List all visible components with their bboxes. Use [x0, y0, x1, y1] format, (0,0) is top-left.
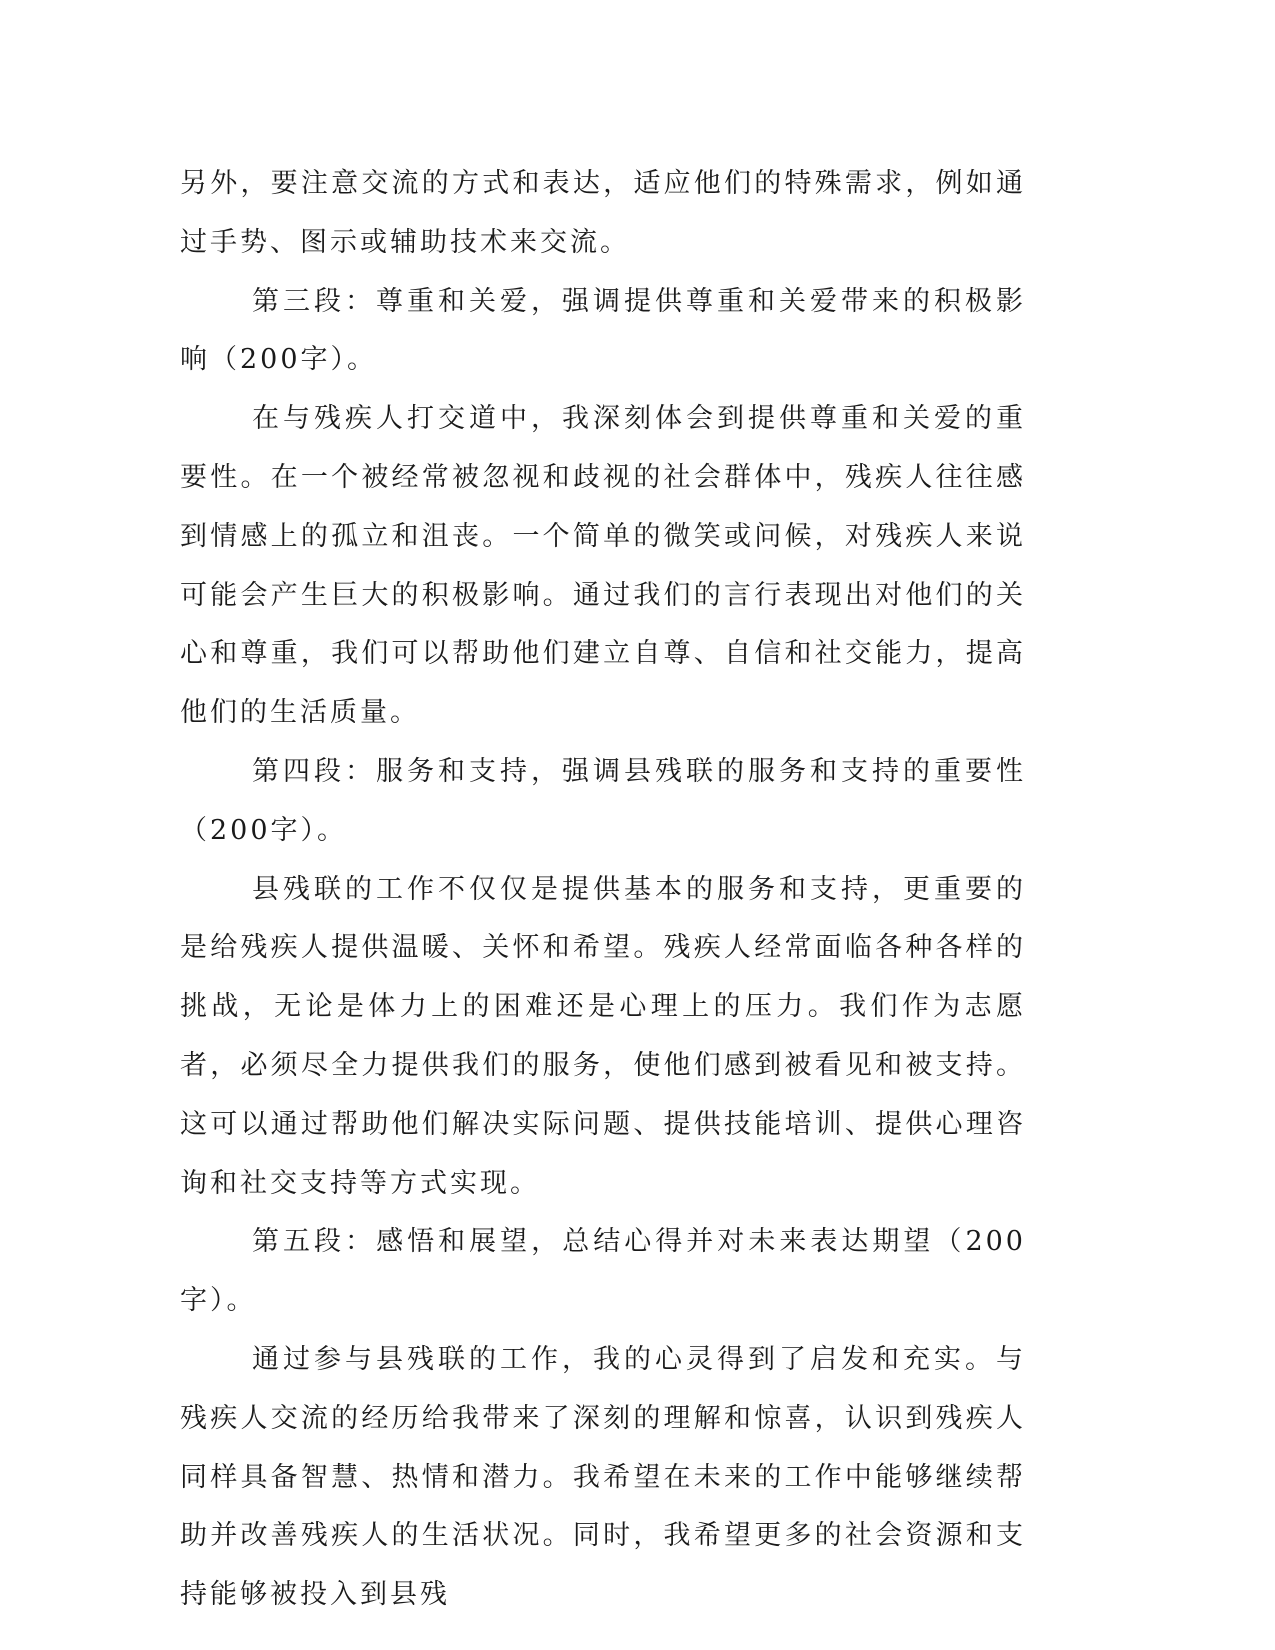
paragraph-respect-care: 在与残疾人打交道中，我深刻体会到提供尊重和关爱的重要性。在一个被经常被忽视和歧视的社会群体中，残疾人往往感到情感上的孤立和沮丧。一个简单的微笑或问候，对残疾人来说可能会产生巨大的积极影响。通过我们的言行表现出对他们的关心和尊重，我们可以帮助他们建立自尊、自信和社交能力，提高他们的生活质量。 — [180, 403, 1026, 729]
paragraph-continuation: 另外，要注意交流的方式和表达，适应他们的特殊需求，例如通过手势、图示或辅助技术来交流。 — [180, 168, 1026, 258]
heading-section-4: 第四段：服务和支持，强调县残联的服务和支持的重要性（200字）。 — [180, 755, 1026, 846]
paragraph-service-support: 县残联的工作不仅仅是提供基本的服务和支持，更重要的是给残疾人提供温暖、关怀和希望。残疾人经常面临各种各样的挑战，无论是体力上的困难还是心理上的压力。我们作为志愿者，必须尽全力提供我们的服务，使他们感到被看见和被支持。这可以通过帮助他们解决实际问题、提供技能培训、提供心理咨询和社交支持等方式实现。 — [180, 873, 1026, 1199]
document-body — [180, 155, 1026, 1625]
paragraph-reflection-outlook: 通过参与县残联的工作，我的心灵得到了启发和充实。与残疾人交流的经历给我带来了深刻的理解和惊喜，认识到残疾人同样具备智慧、热情和潜力。我希望在未来的工作中能够继续帮助并改善残疾人的生活状况。同时，我希望更多的社会资源和支持能够被投入到县残 — [180, 1343, 1026, 1611]
heading-section-5: 第五段：感悟和展望，总结心得并对未来表达期望（200字）。 — [180, 1226, 1026, 1317]
heading-section-3: 第三段：尊重和关爱，强调提供尊重和关爱带来的积极影响（200字）。 — [180, 285, 1026, 376]
